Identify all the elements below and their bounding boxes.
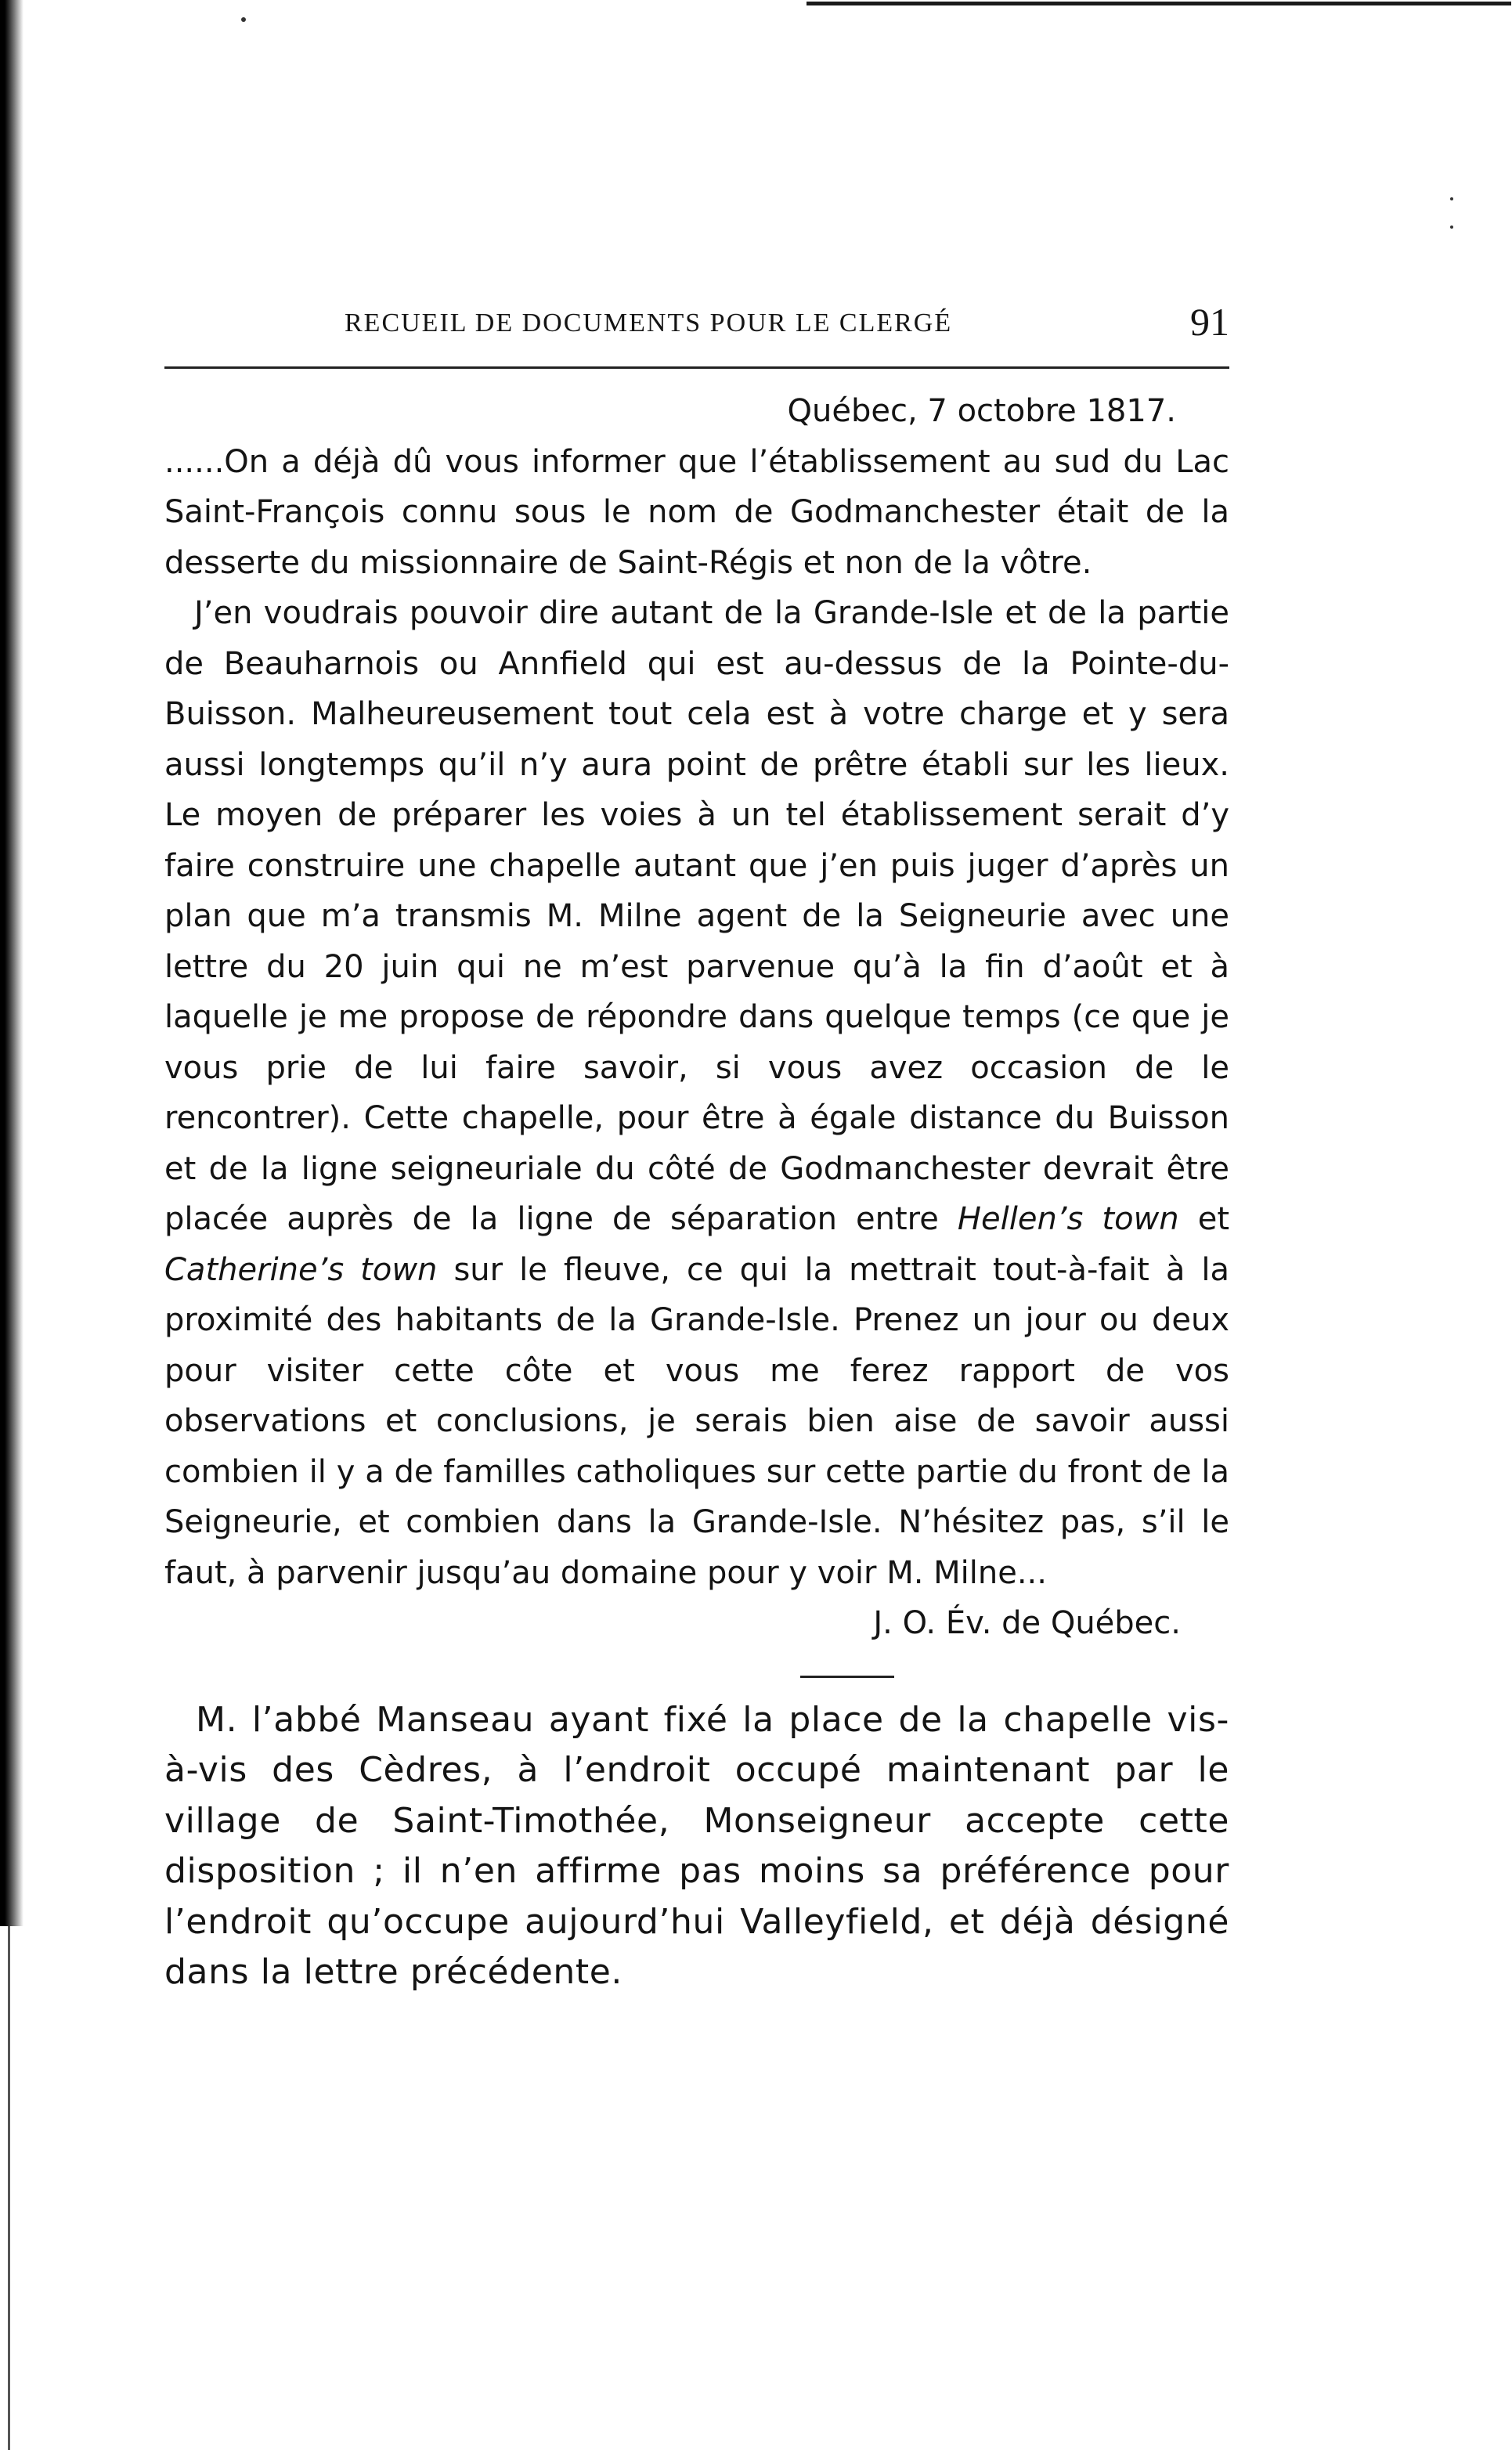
conjunction: et [1197,1201,1229,1237]
running-head [164,290,1229,352]
running-head-title: RECUEIL DE DOCUMENTS POUR LE CLERGÉ [345,309,953,337]
page-number: 91 [1190,300,1229,344]
letter-paragraph-2-text-a: J’en voudrais pouvoir dire autant de la Grande-Isle et de la partie de Beauharnois ou Annfield qui est au-dessus de la Pointe-du-Buisson. Malheureusement tout cela est à votre charge et y sera aussi longtemps qu’il n’y aura point de prêtre établi sur les lieux. Le moyen de préparer les voies à un tel établissement serait d’y faire construire une chapelle autant que j’en puis juger d’après un plan que m’a transmis M. Milne agent de la Seigneurie avec une lettre du 20 juin qui ne m’est parvenue qu’à la fin d’août et à laquelle je me propose de répondre dans quelque temps (ce que je vous prie de lui faire savoir, si vous avez occasion de le rencontrer). Cette chapelle, pour être à égale distance du Buisson et de la ligne seigneuriale du côté de Godmanchester devrait être placée auprès de la ligne de séparation entre [164,595,1229,1237]
letter [164,386,1229,1649]
narrative-paragraph: M. l’abbé Manseau ayant fixé la place de la chapelle vis-à-vis des Cèdres, à l’endroit occupé maintenant par le village de Saint-Timothée, Monseigneur accepte cette disposition ; il n’en affirme pas moins sa préférence pour l’endroit qu’occupe aujourd’hui Valleyfield, et déjà désigné dans la lettre précédente. [164,1699,1229,1992]
book-page [164,290,1229,1998]
scan-speck [1450,197,1453,200]
place-name-hellens-town: Hellen’s town [957,1201,1179,1237]
binding-shadow [0,0,23,1926]
header-rule [164,366,1229,369]
scan-speck [1450,226,1453,229]
scan-speck [241,17,246,22]
letter-paragraph-2 [164,588,1229,1598]
letter-dateline: Québec, 7 octobre 1817. [787,393,1176,429]
place-name-catherines-town: Catherine’s town [164,1251,438,1288]
letter-signature: J. O. Év. de Québec. [873,1605,1181,1641]
section-divider [800,1676,894,1678]
binding-edge [0,0,27,2450]
letter-paragraph-1: ......On a déjà dû vous informer que l’établissement au sud du Lac Saint-François connu sous le nom de Godmanchester était de la desserte du missionnaire de Saint-Régis et non de la vôtre. [164,443,1229,581]
letter-paragraph-2-text-b: sur le fleuve, ce qui la mettrait tout-à-fait à la proximité des habitants de la Grande-Isle. Prenez un jour ou deux pour visiter cette côte et vous me ferez rapport de vos observations et conclusions, je serais bien aise de savoir aussi combien il y a de familles catholiques sur cette partie du front de la Seigneurie, et combien dans la Grande-Isle. N’hésitez pas, s’il le faut, à parvenir jusqu’au domaine pour y voir M. Milne... [164,1251,1229,1591]
binding-line [8,1926,10,2450]
scan-top-rule [807,2,1511,5]
